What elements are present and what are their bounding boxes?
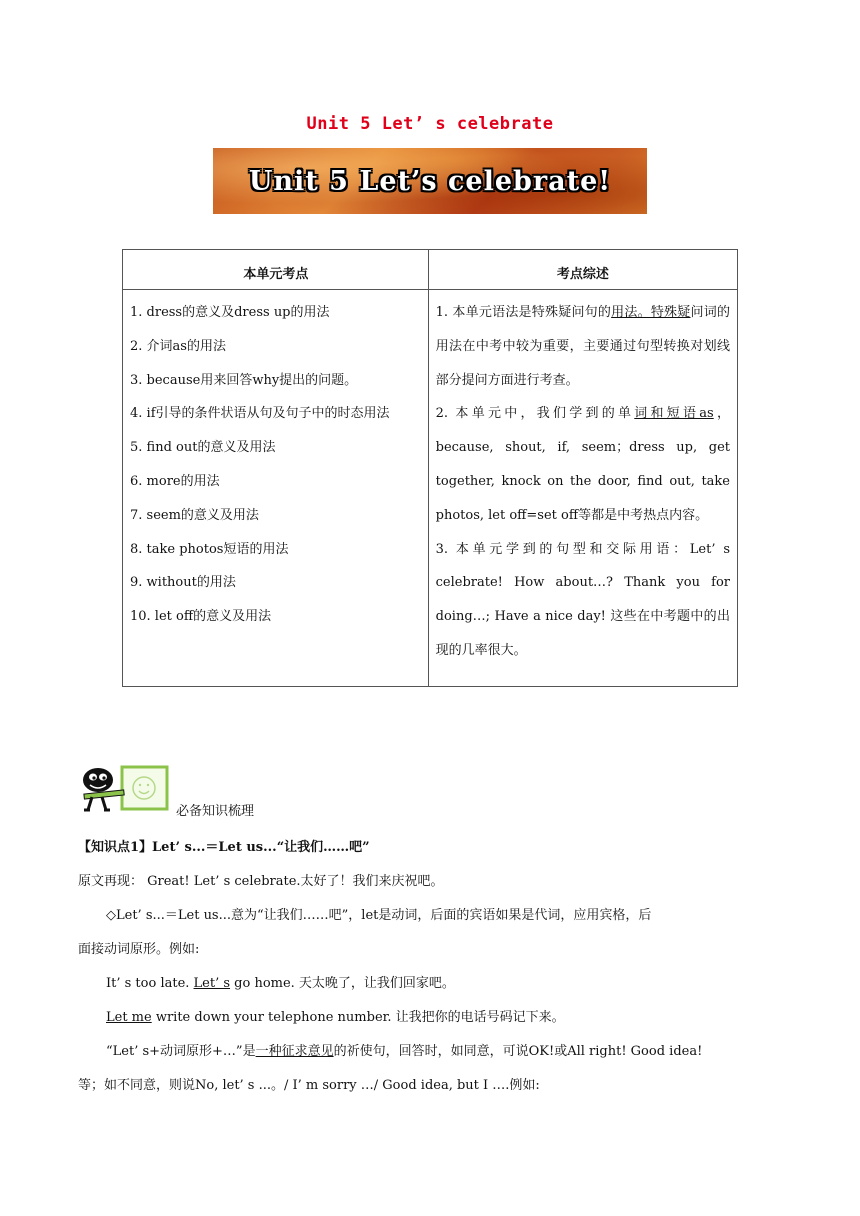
underlined-text: Let’ s [193,976,231,991]
list-item: 6. more的用法 [130,473,220,489]
summary-paragraph-2 [436,397,730,532]
list-item: 10. let off的意义及用法 [130,609,272,625]
list-item: 4. if引导的条件状语从句及句子中的时态用法 [130,406,390,422]
list-item: 8. take photos短语的用法 [130,541,289,557]
summary-cell [428,290,737,687]
list-item: 2. 介词as的用法 [130,338,226,354]
list-item: 9. without的用法 [130,575,236,591]
unit-key-points-table [122,249,738,687]
text-run: ，because, shout, if, seem；dress up, get together, knock on the door, find out, take photos, let off=set off等都是中考热点内容。 [435,406,730,523]
text-run: go home. 天太晚了，让我们回家吧。 [230,976,455,991]
text-run: “Let’ s+动词原形+…”是 [106,1044,256,1059]
summary-paragraph-1 [436,296,730,397]
explanation-line-1: ◇Let’ s...＝Let us...意为“让我们……吧”，let是动词，后面的宾语如果是代词，应用宾格，后 [106,908,652,923]
knowledge-point-heading: 【知识点1】Let’ s...＝Let us...“让我们……吧” [78,840,370,855]
unit-banner-image [213,148,647,214]
list-item: 5. find out的意义及用法 [130,440,276,456]
table-header-row [123,250,738,290]
summary-paragraph-3: 3. 本单元学到的句型和交际用语：Let’ s celebrate! How about…? Thank you for doing…; Have a nice day! 这些在中考题中的出现的几率很大。 [435,541,730,658]
list-item: 3. because用来回答why提出的问题。 [130,372,358,388]
document-title: Unit 5 Let’ s celebrate [306,114,554,134]
text-run: 问词的用法在中考中较为重要，主要通过句型转换对划线部分提问方面进行考查。 [435,305,730,388]
section-title: 必备知识梳理 [176,804,255,819]
list-item: 1. dress的意义及dress up的用法 [130,305,330,320]
note-line-1 [106,1040,702,1059]
banner-text: Unit 5 Let’s celebrate! [248,165,612,197]
underlined-text: 一种征求意见 [255,1044,334,1059]
list-item: 7. seem的意义及用法 [130,507,259,523]
explanation-line-2: 面接动词原形。例如: [78,942,200,957]
underlined-text: 用法。特殊疑 [611,305,691,320]
mascot-board-icon [78,764,170,814]
text-run: 1. 本单元语法是特殊疑问句的 [435,305,612,320]
header-key-points: 本单元考点 [123,250,429,290]
original-text: 原文再现： Great! Let’ s celebrate.太好了！我们来庆祝吧。 [78,874,444,889]
text-run: 2. 本单元中，我们学到的单 [435,406,635,422]
header-summary: 考点综述 [428,250,737,290]
underlined-text: Let me [106,1010,152,1025]
table-body-row [123,290,738,687]
underlined-text: 词和短语as [634,406,714,422]
key-points-list [123,290,429,687]
example-2 [106,1006,565,1025]
example-1 [106,972,455,991]
note-line-2: 等；如不同意，则说No, let’ s ...。/ I’ m sorry …/ Good idea, but I ….例如: [78,1078,540,1093]
text-run: 的祈使句，回答时，如同意，可说OK!或All right! Good idea! [333,1044,703,1059]
text-run: write down your telephone number. 让我把你的电话号码记下来。 [151,1010,565,1025]
text-run: It’ s too late. [106,976,194,991]
